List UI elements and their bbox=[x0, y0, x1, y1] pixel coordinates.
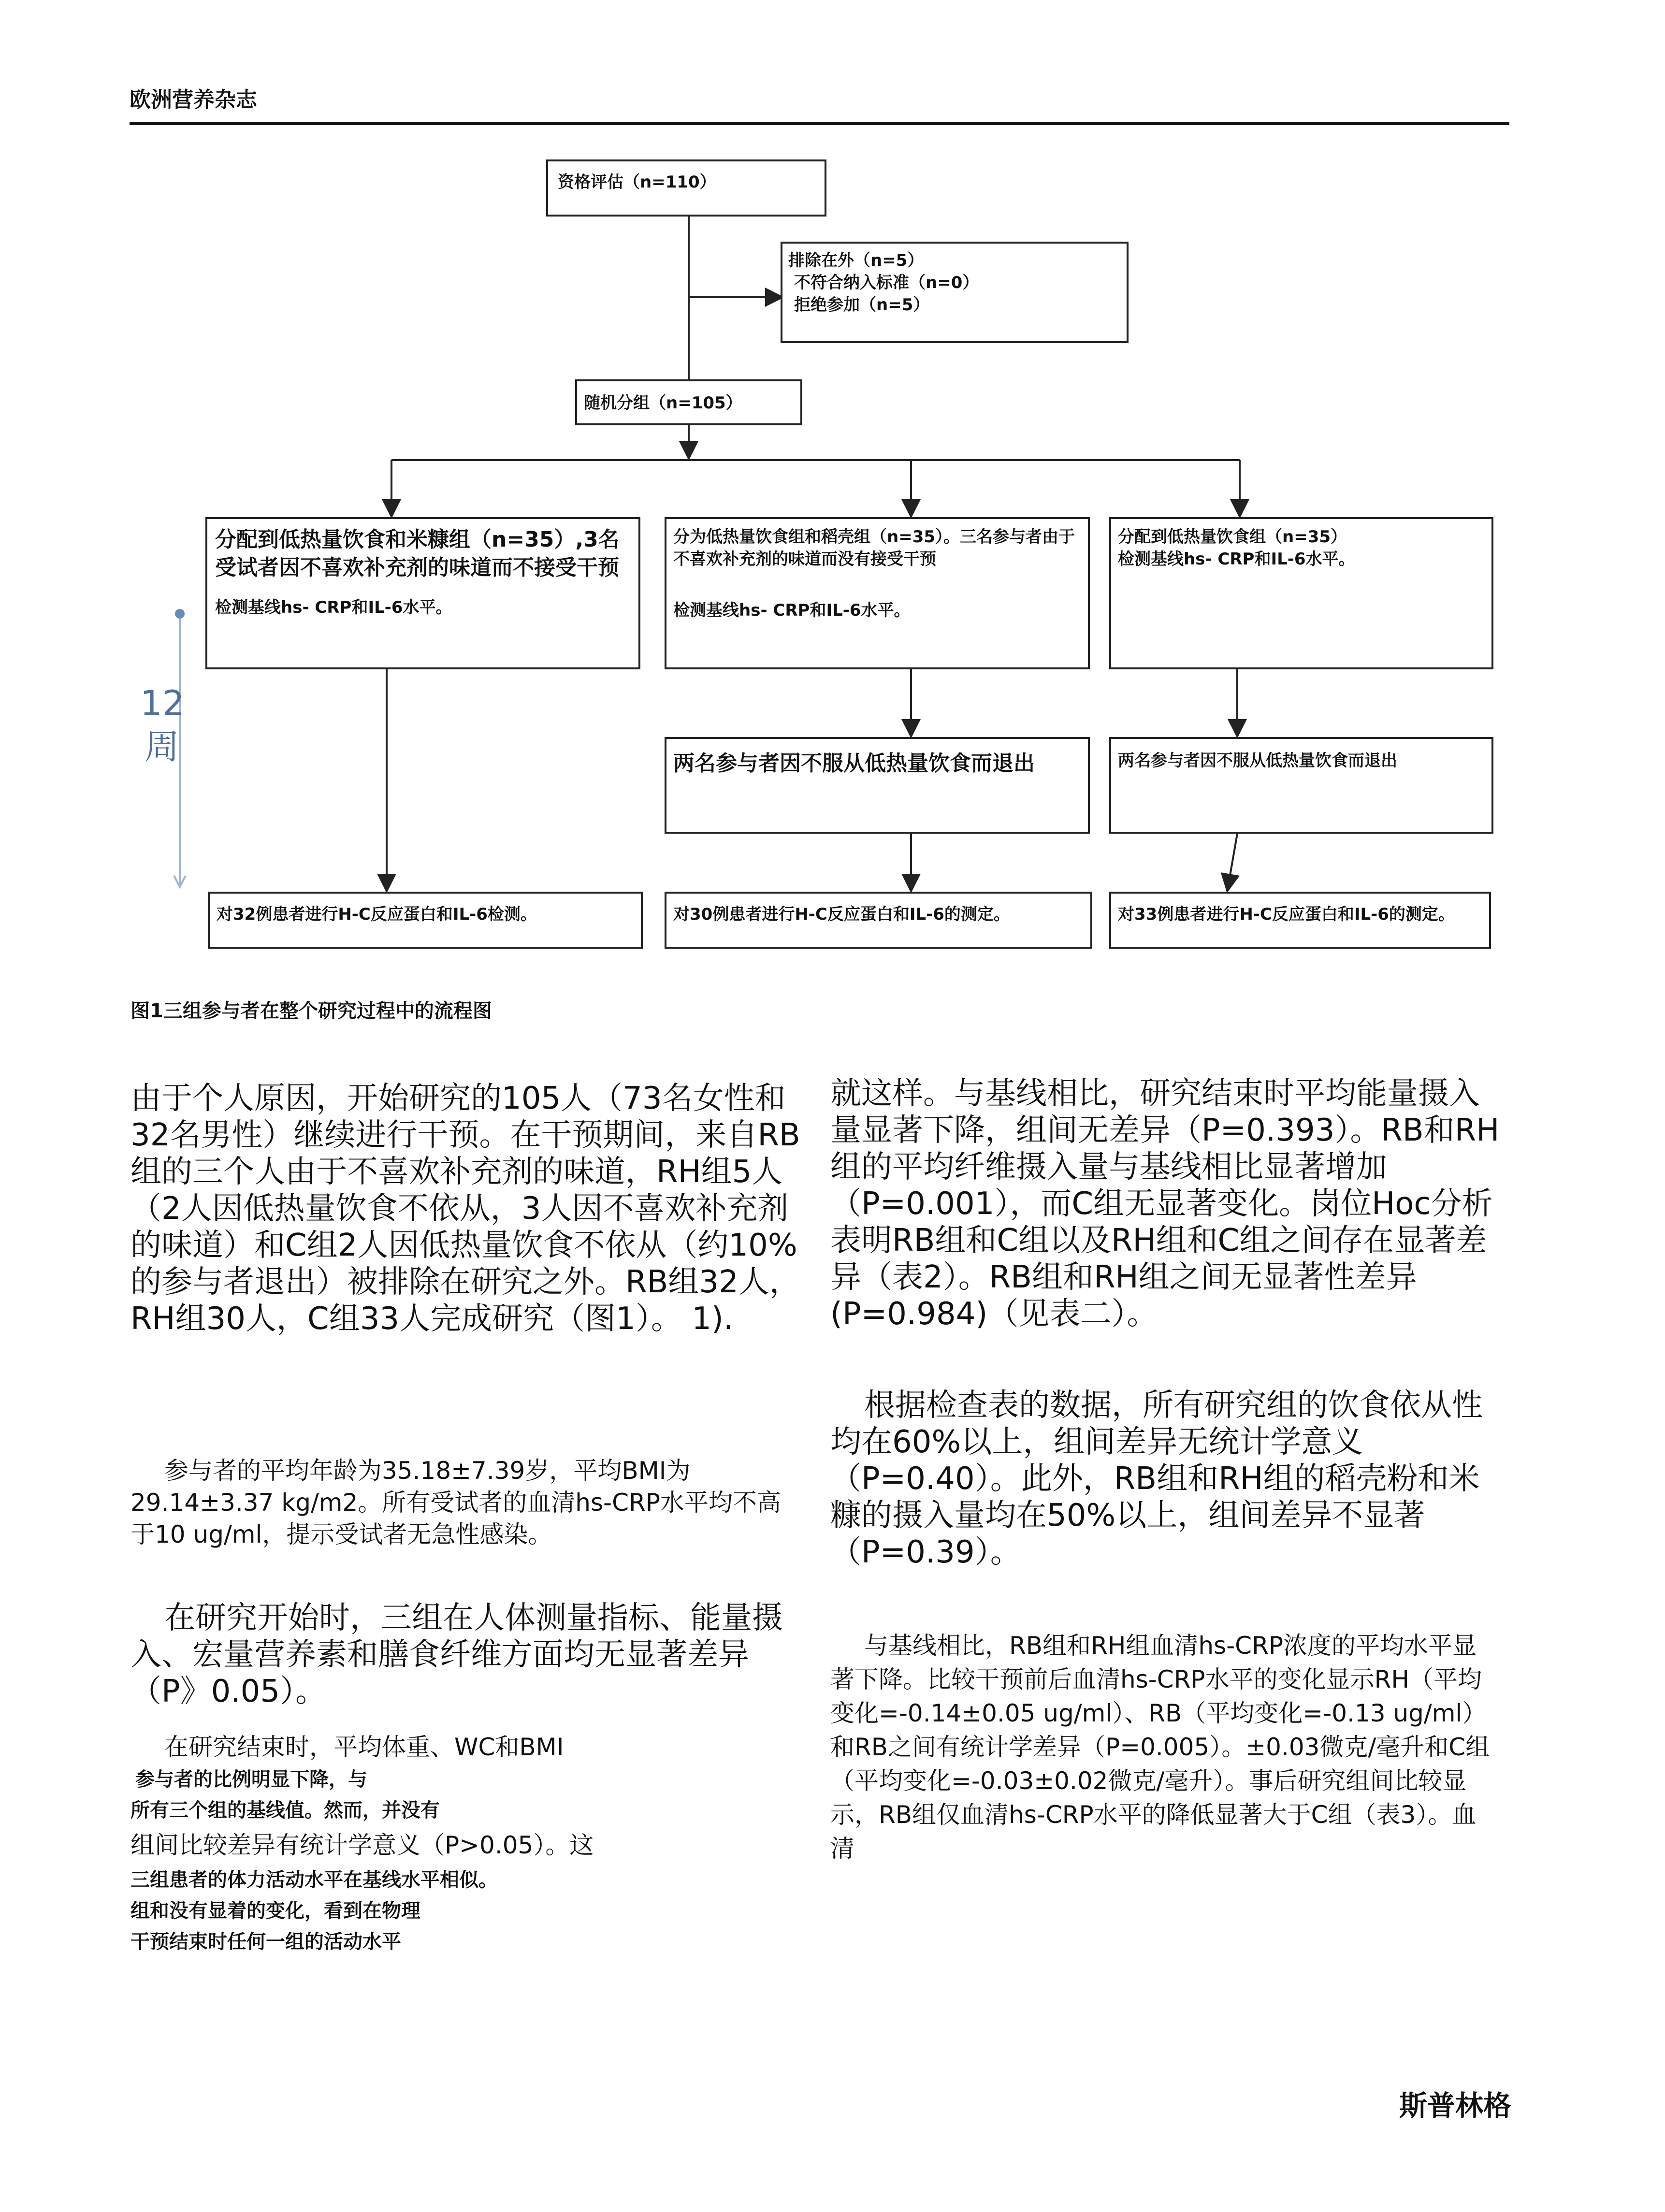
arm-a-final-text: 对32例患者进行H-C反应蛋白和IL-6检测。 bbox=[217, 905, 537, 924]
left-p4-line7: 干预结束时任何一组的活动水平 bbox=[130, 1931, 401, 1953]
arm-c-allocation-box bbox=[1109, 517, 1493, 669]
timeline-weeks-label: 12周 bbox=[140, 683, 185, 767]
randomized-box bbox=[575, 379, 802, 425]
left-paragraph-3: 在研究开始时，三组在人体测量指标、能量摄入、宏量营养素和膳食纤维方面均无显著差异（P》0.05）。 bbox=[130, 1600, 783, 1709]
connector-arm-c-final bbox=[1228, 834, 1237, 889]
arm-a-baseline-text: 检测基线hs- CRP和IL-6水平。 bbox=[215, 598, 452, 617]
left-p4-line6: 组和没有显着的变化，看到在物理 bbox=[130, 1900, 420, 1922]
left-p4-line2: 参与者的比例明显下降，与 bbox=[135, 1768, 367, 1791]
left-paragraph-1: 由于个人原因，开始研究的105人（73名女性和32名男性）继续进行干预。在干预期间，来自RB组的三个人由于不喜欢补充剂的味道，RH组5人（2人因低热量饮食不依从，3人因不喜欢补充剂的味道）和C组2人因低热量饮食不依从（约10%的参与者退出）被排除在研究之外。RB组32人，RH组30人，C组33人完成研究（图1）。 1). bbox=[130, 1081, 800, 1337]
arm-b-final-box bbox=[665, 892, 1092, 949]
arm-b-baseline-text: 检测基线hs- CRP和IL-6水平。 bbox=[673, 601, 911, 620]
right-paragraph-2: 根据检查表的数据，所有研究组的饮食依从性均在60%以上，组间差异无统计学意义（P=0.40）。此外，RB组和RH组的稻壳粉和米糠的摄入量均在50%以上，组间差异不显著（P=0.39）。 bbox=[830, 1388, 1483, 1570]
publisher-footer: 斯普林格 bbox=[1399, 2089, 1511, 2122]
excluded-title: 排除在外（n=5） bbox=[788, 251, 924, 270]
left-p4-line3: 所有三个组的基线值。然而，并没有 bbox=[130, 1799, 440, 1822]
left-p4-line4: 组间比较差异有统计学意义（P>0.05）。这 bbox=[130, 1831, 594, 1859]
randomized-text: 随机分组（n=105） bbox=[584, 393, 742, 413]
arm-c-baseline-text: 检测基线hs- CRP和IL-6水平。 bbox=[1118, 549, 1355, 569]
right-paragraph-3: 与基线相比，RB组和RH组血清hs-CRP浓度的平均水平显著下降。比较干预前后血清hs-CRP水平的变化显示RH（平均变化=-0.14±0.05 ug/ml）、RB（平均变化=-0.13 ug/ml）和RB之间有统计学差异（P=0.005）。±0.03微克/毫升和C组（平均变化=-0.03±0.02微克/毫升）。事后研究组间比较显示，RB组仅血清hs-CRP水平的降低显著大于C组（表3）。血清 bbox=[830, 1632, 1490, 1863]
arm-c-dropout-box bbox=[1109, 737, 1493, 834]
arm-c-final-text: 对33例患者进行H-C反应蛋白和IL-6的测定。 bbox=[1118, 905, 1455, 924]
eligibility-box bbox=[546, 159, 826, 217]
excluded-line1: 不符合纳入标准（n=0） bbox=[794, 273, 979, 292]
arm-b-dropout-text: 两名参与者因不服从低热量饮食而退出 bbox=[673, 751, 1035, 776]
arm-c-dropout-text: 两名参与者因不服从低热量饮食而退出 bbox=[1118, 751, 1397, 770]
eligibility-text: 资格评估（n=110） bbox=[558, 173, 716, 192]
left-p4-line1: 在研究结束时，平均体重、WC和BMI bbox=[164, 1733, 564, 1761]
left-p4-line5: 三组患者的体力活动水平在基线水平相似。 bbox=[130, 1869, 498, 1891]
arm-a-final-box bbox=[208, 892, 643, 949]
arm-b-final-text: 对30例患者进行H-C反应蛋白和IL-6的测定。 bbox=[673, 905, 1010, 924]
arm-b-dropout-box bbox=[665, 737, 1090, 834]
left-paragraph-4 bbox=[130, 1730, 802, 1957]
arm-a-allocation-text: 分配到低热量饮食和米糠组（n=35）,3名受试者因不喜欢补充剂的味道而不接受干预 bbox=[215, 527, 620, 580]
excluded-box bbox=[781, 242, 1129, 343]
arm-b-allocation-box bbox=[665, 517, 1090, 669]
figure-caption: 图1三组参与者在整个研究过程中的流程图 bbox=[130, 1000, 492, 1022]
arm-b-allocation-text: 分为低热量饮食组和稻壳组（n=35）。三名参与者由于不喜欢补充剂的味道而没有接受干预 bbox=[673, 527, 1075, 569]
arm-c-allocation-text: 分配到低热量饮食组（n=35） bbox=[1118, 527, 1347, 547]
right-paragraph-1: 就这样。与基线相比，研究结束时平均能量摄入量显著下降，组间无差异（P=0.393）。RB和RH组的平均纤维摄入量与基线相比显著增加（P=0.001），而C组无显著变化。岗位Hoc分析表明RB组和C组以及RH组和C组之间存在显著差异（表2）。RB组和RH组之间无显著性差异(P=0.984)（见表二）。 bbox=[830, 1076, 1500, 1332]
left-paragraph-2: 参与者的平均年龄为35.18±7.39岁，平均BMI为29.14±3.37 kg/m2。所有受试者的血清hs-CRP水平均不高于10 ug/ml，提示受试者无急性感染。 bbox=[130, 1457, 781, 1548]
arm-c-final-box bbox=[1109, 892, 1491, 949]
journal-title: 欧洲营养杂志 bbox=[130, 87, 257, 112]
arm-a-allocation-box bbox=[205, 517, 640, 669]
excluded-line2: 拒绝参加（n=5） bbox=[794, 295, 930, 315]
